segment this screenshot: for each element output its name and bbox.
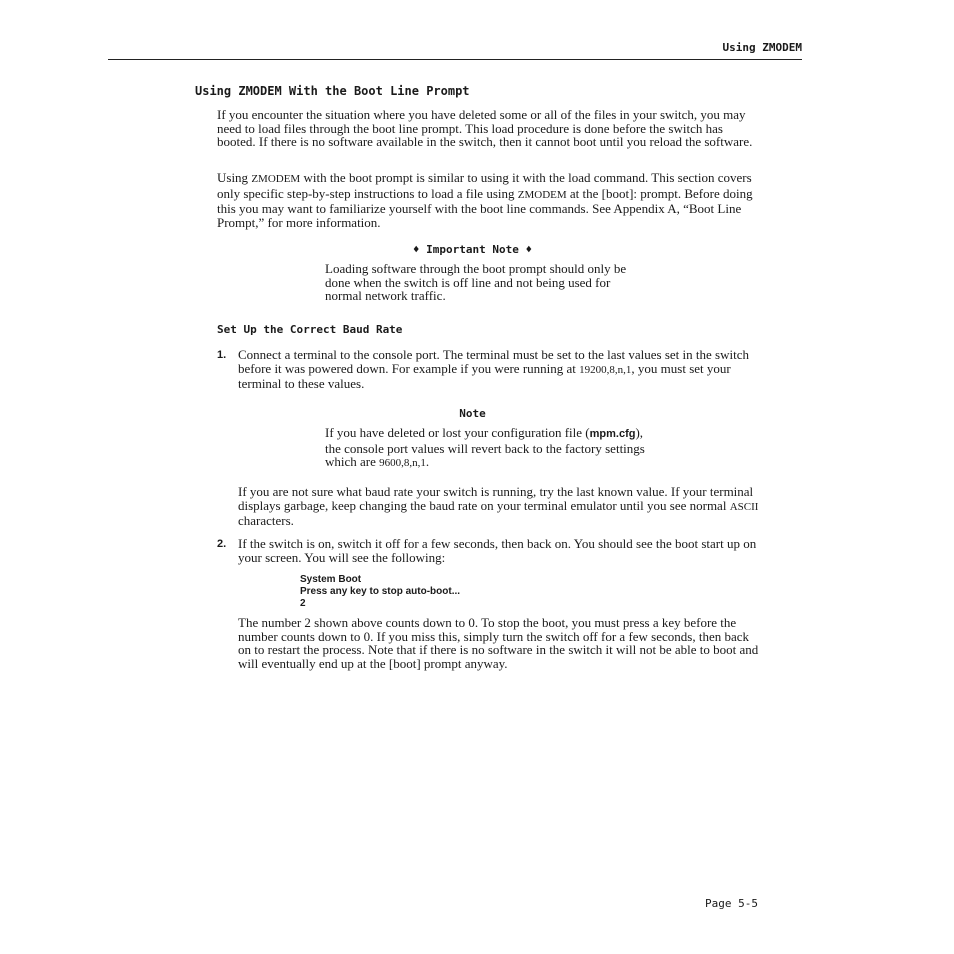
text-run: Connect a terminal to the console port. The terminal must be set to the last values set in the switch before it was powered down. For example if you were running at [238, 347, 749, 376]
text-run: characters. [238, 513, 294, 528]
config-filename: mpm.cfg [589, 428, 636, 440]
code-line: System Boot [300, 574, 362, 585]
section-heading: Using ZMODEM With the Boot Line Prompt [195, 84, 470, 98]
text-run: Using [217, 170, 252, 185]
step-2-text: If the switch is on, switch it off for a few seconds, then back on. You should see the boot start up on your screen. You will see the following: [238, 536, 757, 565]
zmodem-term: ZMODEM [517, 188, 567, 201]
header-rule [108, 59, 802, 60]
ascii-term: ASCII [729, 500, 759, 513]
step-1-followup [238, 485, 763, 528]
text-run: with the boot prompt is similar to using it with the load command. This section covers only specific step-by-step instructions to load a file using [217, 170, 752, 201]
step-2-followup: The number 2 shown above counts down to 0. To stop the boot, you must press a key before the number counts down to 0. If you miss this, simply turn the switch off for a few seconds, then back on to restart the process. Note that if there is no software in the switch it will not be able to boot and will eventually end up at the [boot] prompt anyway. [238, 615, 759, 671]
text-run: . [425, 454, 430, 469]
note-body [325, 426, 645, 471]
subsection-heading: Set Up the Correct Baud Rate [217, 323, 403, 336]
default-baud-value: 9600,8,n,1 [379, 457, 426, 469]
step-1-text [238, 348, 763, 391]
important-note-body: Loading software through the boot prompt should only be done when the switch is off line and not being used for normal network traffic. [325, 261, 627, 303]
text-run: If you have deleted or lost your configuration file ( [325, 425, 590, 440]
zmodem-term: ZMODEM [251, 173, 301, 185]
boot-output-code [300, 574, 460, 610]
code-line: Press any key to stop auto-boot... [300, 586, 461, 597]
text-run: If you are not sure what baud rate your switch is running, try the last known value. If your terminal displays garbage, keep changing the baud rate on your terminal emulator until you see normal [238, 484, 754, 513]
code-line: 2 [300, 598, 306, 609]
baud-value: 19200,8,n,1 [579, 363, 632, 376]
running-header-title: Using ZMODEM [722, 41, 802, 54]
step-number: 2. [217, 538, 227, 550]
step-number: 1. [217, 349, 227, 361]
important-note-heading: ♦ Important Note ♦ [412, 243, 533, 256]
text-run: at the [boot]: prompt. Before doing this you may want to familiarize yourself with the boot line commands. See Appendix A, “Boot Line Prompt,” for more information. [217, 185, 753, 230]
page-number: Page 5-5 [705, 897, 758, 910]
note-heading: Note [459, 407, 486, 420]
text-run: ), the console port values will revert back to the factory settings which are [325, 425, 645, 469]
text-run: , you must set your terminal to these values. [238, 360, 731, 391]
zmodem-boot-paragraph [217, 171, 762, 229]
intro-paragraph: If you encounter the situation where you have deleted some or all of the files in your switch, you may need to load files through the boot line prompt. This load procedure is done before the switch has booted. If there is no software available in the switch, then it cannot boot until you reload the software. [217, 107, 753, 149]
